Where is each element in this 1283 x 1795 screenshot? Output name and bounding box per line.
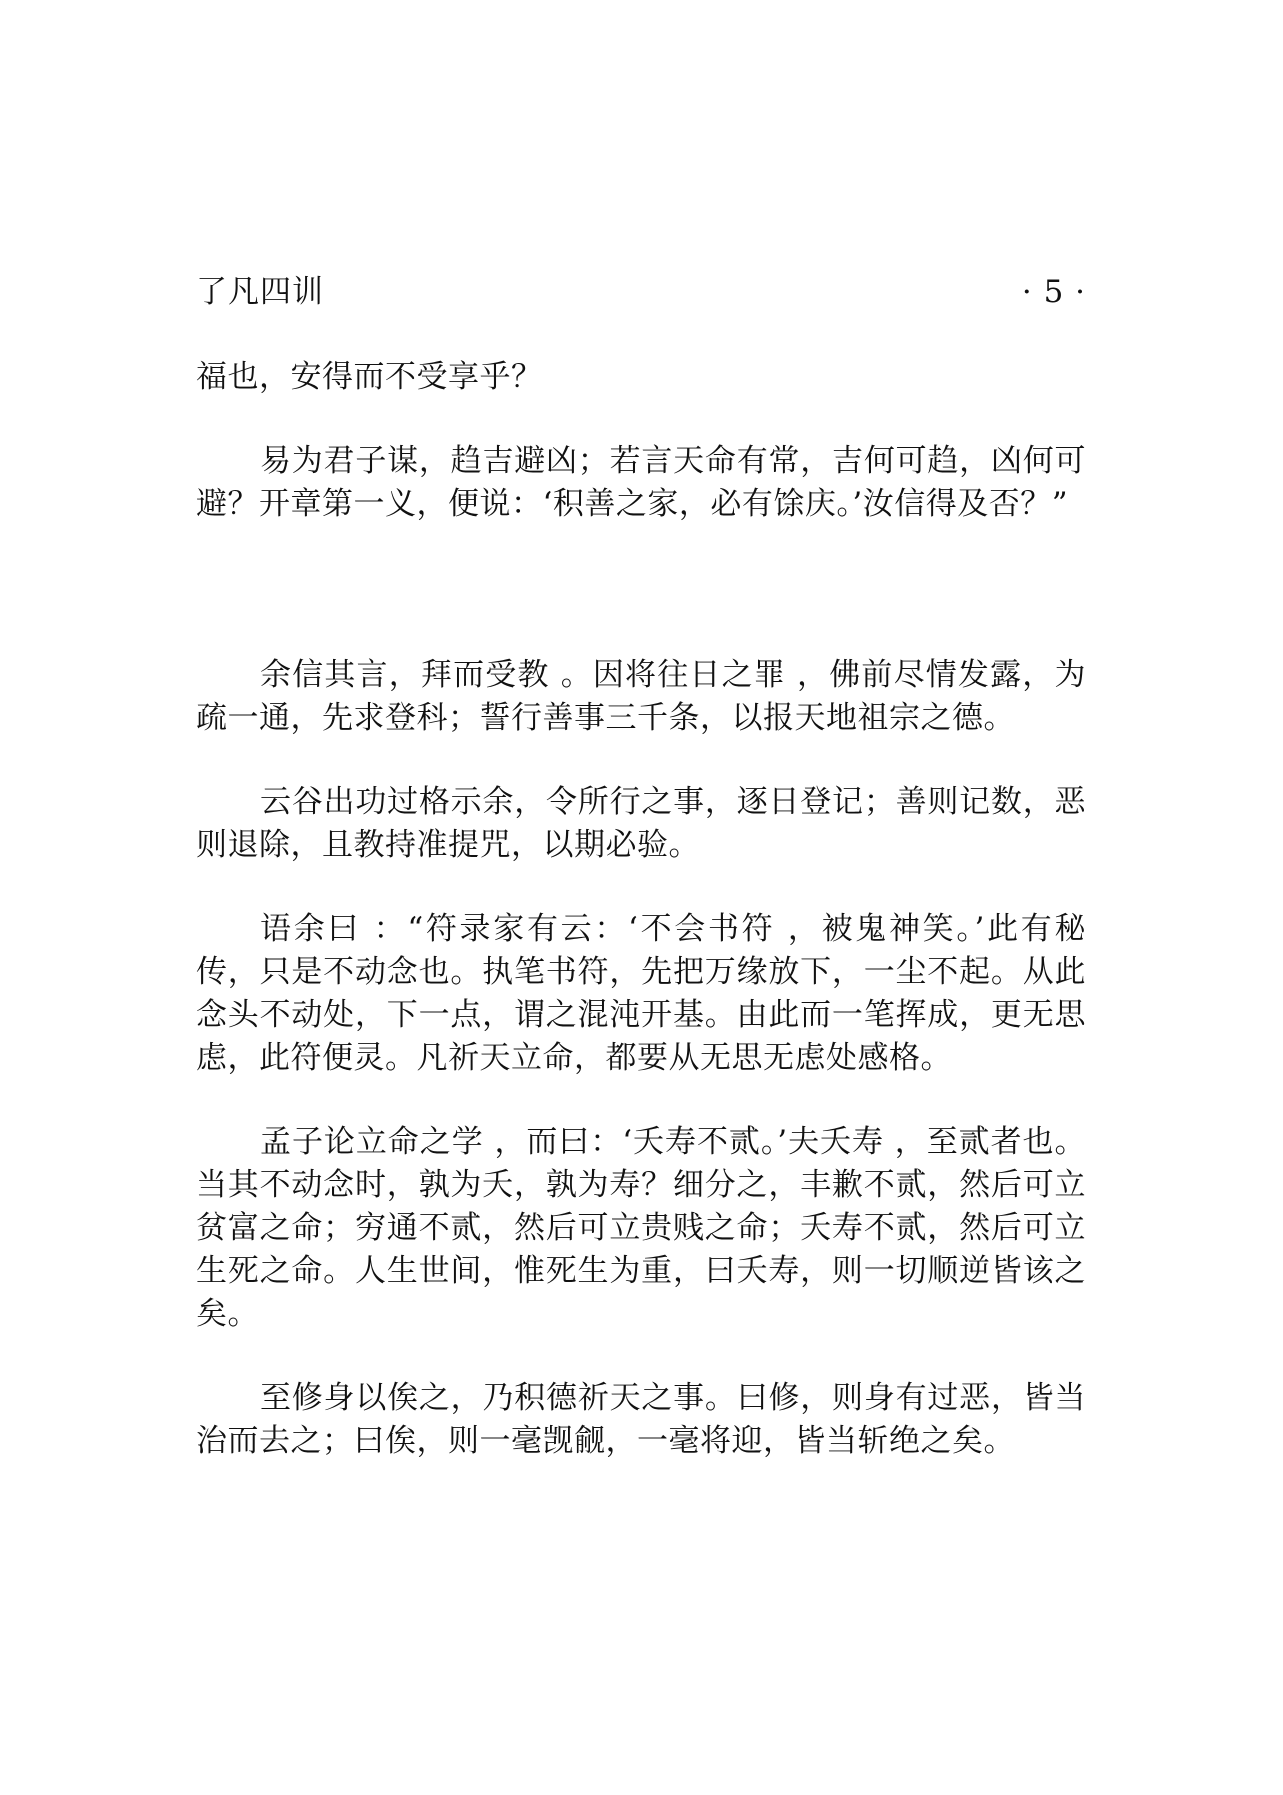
paragraph: 余信其言，拜而受教 。因将往日之罪 ，佛前尽情发露，为疏一通，先求登科；誓行善事三千条，以报天地祖宗之德。 bbox=[196, 657, 1086, 736]
page-number: · 5 · bbox=[1021, 274, 1086, 310]
body-text bbox=[196, 356, 1086, 1463]
running-title: 了凡四训 bbox=[196, 274, 324, 310]
paragraph-continued: 福也，安得而不受享乎？ bbox=[196, 359, 543, 395]
paragraph: 至修身以俟之，乃积德祈天之事。曰修，则身有过恶，皆当治而去之；曰俟，则一毫觊觎，一毫将迎，皆当斩绝之矣。 bbox=[196, 1380, 1086, 1459]
paragraph: 孟子论立命之学 ，而曰：‘夭寿不贰。’夫夭寿 ，至贰者也。当其不动念时，孰为夭，孰为寿？细分之，丰歉不贰，然后可立贫富之命；穷通不贰，然后可立贵贱之命；夭寿不贰，然后可立生死之命。人生世间，惟死生为重，曰夭寿，则一切顺逆皆该之矣。 bbox=[196, 1124, 1086, 1332]
paragraph: 云谷出功过格示余，令所行之事，逐日登记；善则记数，恶则退除，且教持准提咒，以期必验。 bbox=[196, 784, 1086, 863]
page-header bbox=[196, 272, 1086, 312]
paragraph: 易为君子谋，趋吉避凶；若言天命有常，吉何可趋，凶何可避？开章第一义，便说：‘积善之家，必有馀庆。’汝信得及否？” bbox=[196, 443, 1086, 522]
paragraph: 语余曰 ：“符录家有云：‘不会书符 ，被鬼神笑。’此有秘传，只是不动念也。执笔书符，先把万缘放下，一尘不起。从此念头不动处，下一点，谓之混沌开基。由此而一笔挥成，更无思虑，此符便灵。凡祈天立命，都要从无思无虑处感格。 bbox=[196, 911, 1086, 1076]
